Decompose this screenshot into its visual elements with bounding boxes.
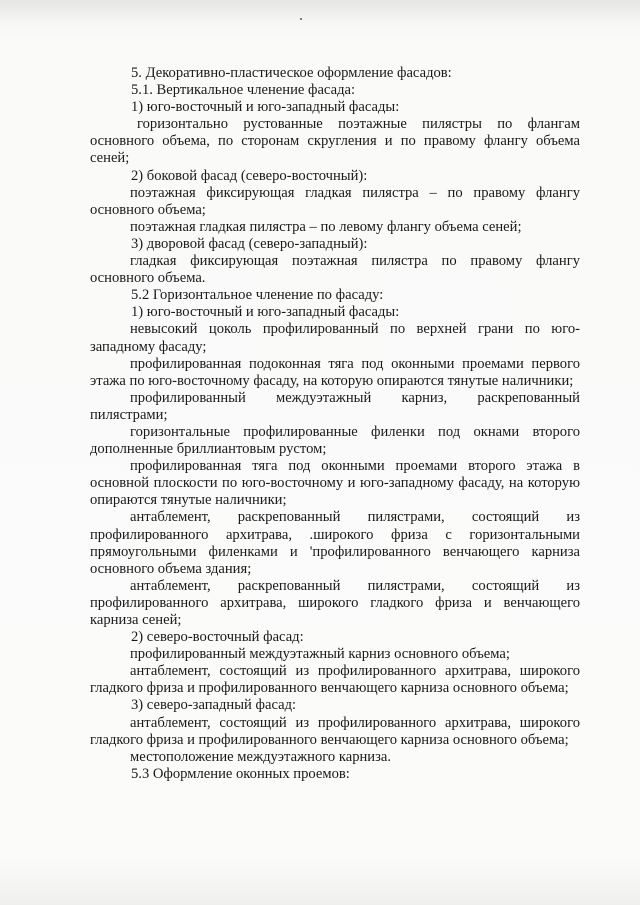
paragraph: профилированная тяга под оконными проемами второго этажа в основной плоскости по юго-восточному и юго-западному фасаду, на которую опираются тянутые наличники; xyxy=(90,458,580,509)
paragraph: профилированная подоконная тяга под оконными проемами первого этажа по юго-восточному фасаду, на которую опираются тянутые наличники; xyxy=(90,355,580,389)
paragraph: 2) северо-восточный фасад: xyxy=(131,629,304,646)
paragraph: 5.3 Оформление оконных проемов: xyxy=(131,765,350,782)
paragraph: невысокий цоколь профилированный по верхней грани по юго-западному фасаду; xyxy=(90,321,580,355)
paragraph: горизонтально рустованные поэтажные пилястры по флангам основного объема, по сторонам скругления и по правому флангу объема сеней; xyxy=(90,116,580,167)
paragraph: гладкая фиксирующая поэтажная пилястра по правому флангу основного объема. xyxy=(90,253,580,287)
paragraph: 3) северо-западный фасад: xyxy=(131,697,297,714)
scan-top-shadow xyxy=(0,0,640,22)
paragraph: 5.1. Вертикальное членение фасада: xyxy=(131,82,356,99)
paragraph: 1) юго-восточный и юго-западный фасады: xyxy=(131,304,400,321)
paragraph: антаблемент, состоящий из профилированного архитрава, широкого гладкого фриза и профилированного венчающего карниза основного объема; xyxy=(90,714,580,748)
paragraph: 2) боковой фасад (северо-восточный): xyxy=(131,167,368,184)
paragraph: местоположение междуэтажного карниза. xyxy=(130,748,392,765)
paragraph: профилированный междуэтажный карниз основного объема; xyxy=(130,646,510,663)
paragraph: 3) дворовой фасад (северо-западный): xyxy=(131,235,368,252)
paragraph: поэтажная гладкая пилястра – по левому флангу объема сеней; xyxy=(130,218,522,235)
paragraph: горизонтальные профилированные филенки под окнами второго дополненные бриллиантовым рустом; xyxy=(90,423,580,458)
paragraph: антаблемент, раскрепованный пилястрами, состоящий из профилированного архитрава, широкого гладкого фриза и венчающего карниза сеней; xyxy=(90,577,580,628)
paragraph: профилированный междуэтажный карниз, раскрепованный пилястрами; xyxy=(90,389,580,423)
paragraph: поэтажная фиксирующая гладкая пилястра – по правому флангу основного объема; xyxy=(90,184,580,218)
scan-dot xyxy=(300,18,302,20)
paragraph: 1) юго-восточный и юго-западный фасады: xyxy=(131,99,400,116)
paragraph: 5.2 Горизонтальное членение по фасаду: xyxy=(131,287,384,304)
paragraph: 5. Декоративно-пластическое оформление фасадов: xyxy=(131,65,452,81)
paragraph: антаблемент, раскрепованный пилястрами, состоящий из профилированного архитрава, .широкого фриза с горизонтальными прямоугольными филенками и 'профилированного венчающего карниза основного объема здания; xyxy=(90,509,580,577)
paragraph: антаблемент, состоящий из профилированного архитрава, широкого гладкого фриза и профилированного венчающего карниза основного объема; xyxy=(90,663,580,697)
document-body xyxy=(90,65,580,783)
